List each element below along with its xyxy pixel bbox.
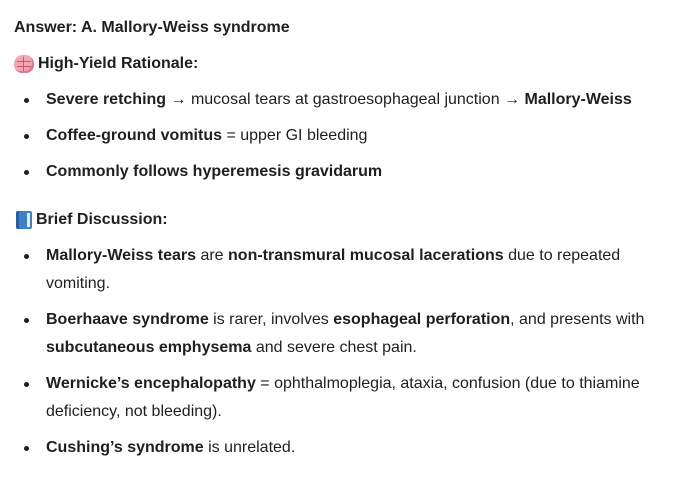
discussion-item-2-bold-2: esophageal perforation: [333, 311, 511, 328]
discussion-item-3-bold-1: Wernicke’s encephalopathy: [46, 375, 256, 392]
discussion-heading-text: Brief Discussion:: [36, 211, 168, 228]
rationale-item-1-bold-1: Severe retching: [46, 91, 167, 108]
discussion-item-2-bold-1: Boerhaave syndrome: [46, 311, 209, 328]
rationale-item-1-text-1: → mucosal tears at gastroesophageal junction →: [166, 91, 525, 108]
rationale-heading-text: High-Yield Rationale:: [38, 55, 199, 72]
answer-line: Answer: A. Mallory-Weiss syndrome: [14, 19, 290, 36]
rationale-heading: [14, 53, 198, 75]
discussion-item-2-bold-3: subcutaneous emphysema: [46, 339, 252, 356]
discussion-item-1: [46, 242, 661, 298]
discussion-item-2-text-2: , and presents with: [510, 311, 645, 328]
rationale-item-2-text-1: = upper GI bleeding: [222, 127, 368, 144]
rationale-item-3-bold-1: Commonly follows hyperemesis gravidarum: [46, 163, 383, 180]
book-icon: [16, 211, 32, 229]
discussion-item-1-bold-2: non-transmural mucosal lacerations: [228, 247, 504, 264]
rationale-item-2: [46, 122, 661, 150]
brain-icon: [14, 55, 34, 73]
rationale-item-1: [46, 86, 661, 114]
discussion-item-4-bold-1: Cushing’s syndrome: [46, 439, 204, 456]
discussion-item-4: [46, 434, 661, 462]
discussion-item-3: [46, 370, 661, 426]
rationale-item-1-bold-2: Mallory-Weiss: [524, 91, 632, 108]
discussion-item-3-text-1: = ophthalmoplegia, ataxia, confusion (due to thiamine deficiency, not bleeding).: [46, 375, 640, 420]
rationale-item-3: [46, 158, 661, 186]
discussion-item-1-text-2: due to repeated vomiting.: [46, 247, 621, 292]
discussion-item-2-text-1: is rarer, involves: [208, 311, 334, 328]
discussion-item-4-text-1: is unrelated.: [203, 439, 296, 456]
rationale-item-2-bold-1: Coffee-ground vomitus: [46, 127, 222, 144]
discussion-item-1-bold-1: Mallory-Weiss tears: [46, 247, 196, 264]
discussion-heading: [14, 209, 168, 231]
discussion-item-1-text-1: are: [196, 247, 229, 264]
discussion-item-2-text-3: and severe chest pain.: [251, 339, 417, 356]
discussion-item-2: [46, 306, 661, 362]
